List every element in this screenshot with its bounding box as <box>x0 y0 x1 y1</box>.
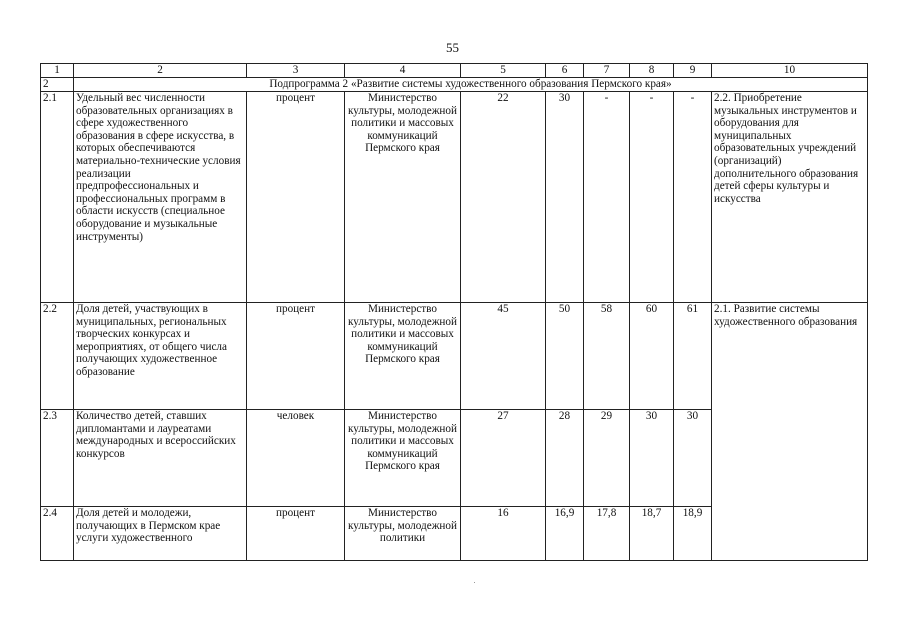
table-row <box>41 92 868 303</box>
row-number: 2.1 <box>41 92 74 303</box>
column-header: 3 <box>247 64 345 78</box>
value-col7: 29 <box>584 410 630 507</box>
subprogram-row <box>41 78 868 92</box>
value-col5: 16 <box>461 507 546 561</box>
value-col8: 30 <box>630 410 674 507</box>
indicator-name: Количество детей, ставших дипломантами и лауреатами международных и всероссийских конкурсов <box>74 410 247 507</box>
value-col6: 50 <box>546 303 584 410</box>
executor: Министерство культуры, молодежной политики и массовых коммуникаций Пермского края <box>345 303 461 410</box>
executor-text: Министерство культуры, молодежной политики <box>347 507 457 545</box>
column-header: 6 <box>546 64 584 78</box>
value-col9: 61 <box>674 303 712 410</box>
subprogram-number: 2 <box>41 78 74 92</box>
value-col6: 16,9 <box>546 507 584 561</box>
indicators-table <box>40 63 868 561</box>
column-header: 9 <box>674 64 712 78</box>
column-header: 4 <box>345 64 461 78</box>
measure-text: 2.2. Приобретение музыкальных инструментов и оборудования для муниципальных образовательных учреждений (организаций) дополнительного образования детей сферы культуры и искусства <box>712 92 868 303</box>
unit-of-measure: процент <box>247 303 345 410</box>
row-number: 2.3 <box>41 410 74 507</box>
indicator-name <box>74 507 247 561</box>
indicator-name-text: Доля детей и молодежи, получающих в Пермском крае услуги художественного <box>76 507 221 545</box>
column-header: 5 <box>461 64 546 78</box>
executor <box>345 507 461 561</box>
subprogram-title: Подпрограмма 2 «Развитие системы художественного образования Пермского края» <box>74 78 868 92</box>
column-header: 10 <box>712 64 868 78</box>
value-col7: - <box>584 92 630 303</box>
unit-of-measure: человек <box>247 410 345 507</box>
row-number: 2.2 <box>41 303 74 410</box>
column-header: 1 <box>41 64 74 78</box>
value-col6: 30 <box>546 92 584 303</box>
value-col8: 18,7 <box>630 507 674 561</box>
value-col9: - <box>674 92 712 303</box>
column-header: 8 <box>630 64 674 78</box>
column-header: 7 <box>584 64 630 78</box>
value-col9: 30 <box>674 410 712 507</box>
executor: Министерство культуры, молодежной политики и массовых коммуникаций Пермского края <box>345 92 461 303</box>
value-col5: 45 <box>461 303 546 410</box>
value-col5: 22 <box>461 92 546 303</box>
scan-speck <box>474 582 475 583</box>
measure-text: 2.1. Развитие системы художественного образования <box>712 303 868 561</box>
value-col9: 18,9 <box>674 507 712 561</box>
indicator-name: Удельный вес численности образовательных организациях в сфере художественного образования в сфере искусства, в которых обеспечиваются материально-технические условия реализации предпрофессиональных и профессиональных программ в области искусств (специальное оборудование и музыкальные инструменты) <box>74 92 247 303</box>
column-number-row <box>41 64 868 78</box>
executor: Министерство культуры, молодежной политики и массовых коммуникаций Пермского края <box>345 410 461 507</box>
indicator-name: Доля детей, участвующих в муниципальных, региональных творческих конкурсах и мероприятиях, от общего числа получающих художественное образование <box>74 303 247 410</box>
page-number: 55 <box>446 40 459 55</box>
value-col7: 58 <box>584 303 630 410</box>
value-col5: 27 <box>461 410 546 507</box>
unit-of-measure: процент <box>247 507 345 561</box>
value-col6: 28 <box>546 410 584 507</box>
unit-of-measure: процент <box>247 92 345 303</box>
value-col8: 60 <box>630 303 674 410</box>
row-number: 2.4 <box>41 507 74 561</box>
value-col7: 17,8 <box>584 507 630 561</box>
column-header: 2 <box>74 64 247 78</box>
value-col8: - <box>630 92 674 303</box>
table-row <box>41 303 868 410</box>
